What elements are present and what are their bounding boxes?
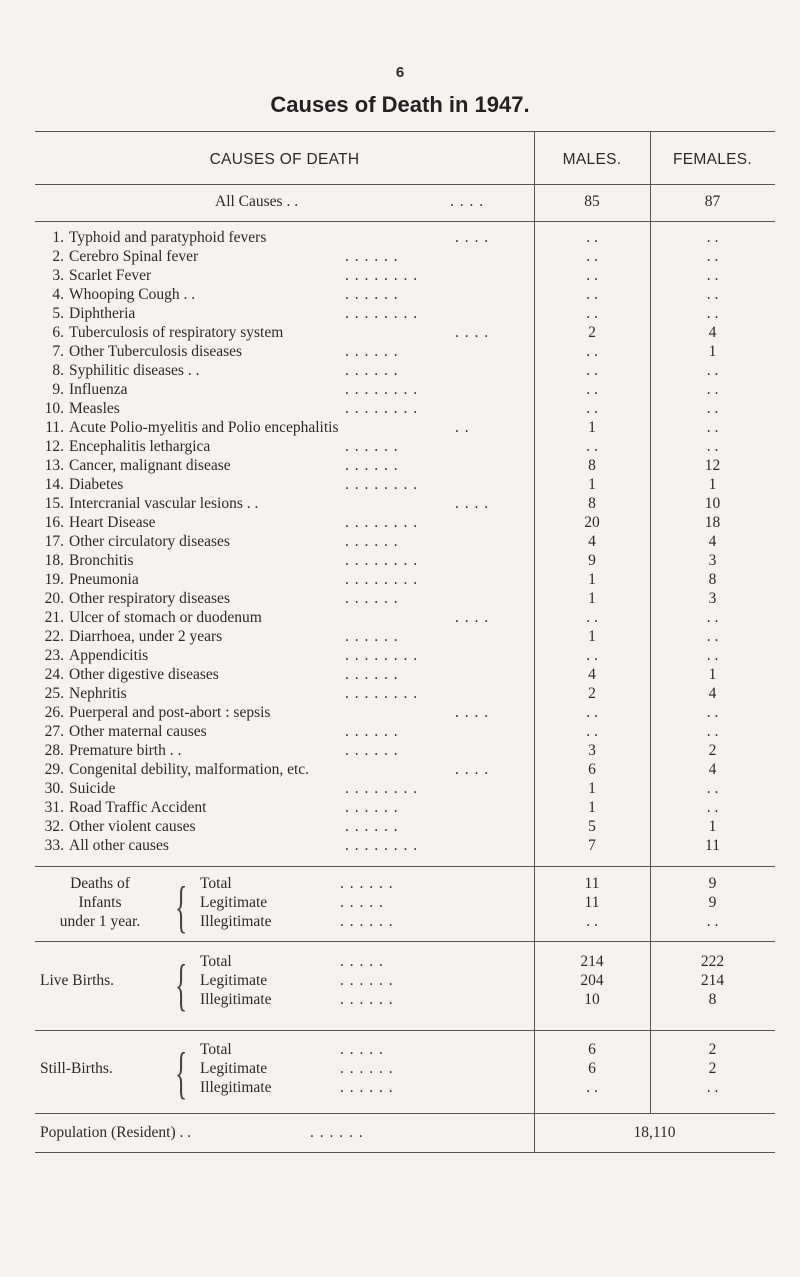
group-row-females: 9 xyxy=(708,875,717,892)
group-row-dots: . . . . . . xyxy=(340,1079,394,1096)
cause-dots: . . . . . . xyxy=(345,742,399,759)
cause-label: Nephritis xyxy=(69,685,127,702)
cause-dots: . . . . xyxy=(455,609,490,626)
cause-males: 20 xyxy=(584,514,600,531)
cause-males: . . xyxy=(586,362,598,379)
cause-dots: . . . . . . . . xyxy=(345,267,419,284)
cause-males: . . xyxy=(586,704,598,721)
cause-number: 11. xyxy=(45,419,64,436)
cause-females: 3 xyxy=(708,552,717,569)
cause-females: . . xyxy=(706,419,719,436)
cause-label: Scarlet Fever xyxy=(69,267,152,284)
cause-males: . . xyxy=(586,305,598,322)
cause-females: . . xyxy=(706,438,719,455)
group-row-males: 204 xyxy=(580,972,604,989)
still-births-top-rule xyxy=(35,1030,775,1031)
cause-males: 6 xyxy=(588,761,596,778)
infants-top-rule xyxy=(35,866,775,867)
cause-dots: . . xyxy=(455,419,470,436)
cause-dots: . . . . . . . . xyxy=(345,381,419,398)
cause-dots: . . . . . . . . xyxy=(345,305,419,322)
cause-females: 4 xyxy=(708,761,717,778)
cause-label: Typhoid and paratyphoid fevers xyxy=(69,229,267,246)
header-causes: CAUSES OF DEATH xyxy=(209,151,360,168)
cause-females: . . xyxy=(706,628,719,645)
group-row-females: . . xyxy=(706,913,719,930)
cause-males: 3 xyxy=(588,742,596,759)
cause-number: 30. xyxy=(44,780,64,797)
cause-number: 21. xyxy=(44,609,64,626)
cause-label: Congenital debility, malformation, etc. xyxy=(69,761,310,778)
population-label: Population (Resident) . . xyxy=(40,1124,192,1141)
cause-males: 2 xyxy=(588,685,596,702)
group-row-females: 222 xyxy=(700,953,725,970)
group-row-label: Total xyxy=(200,1041,232,1058)
group-brace: { xyxy=(175,954,188,1017)
group-row-label: Illegitimate xyxy=(200,991,272,1008)
cause-dots: . . . . . . . . xyxy=(345,837,419,854)
cause-number: 19. xyxy=(44,571,64,588)
cause-label: Appendicitis xyxy=(69,647,149,664)
group-row-males: 10 xyxy=(584,991,600,1008)
cause-dots: . . . . . . . . xyxy=(345,685,419,702)
cause-label: Encephalitis lethargica xyxy=(69,438,211,455)
cause-label: Other violent causes xyxy=(69,818,196,835)
all-causes-females: 87 xyxy=(704,193,721,210)
cause-label: Whooping Cough . . xyxy=(69,286,196,303)
group-row-males: 214 xyxy=(580,953,604,970)
cause-males: 1 xyxy=(588,571,596,588)
cause-females: . . xyxy=(706,229,719,246)
group-row-label: Legitimate xyxy=(200,972,268,989)
cause-females: 4 xyxy=(708,533,717,550)
cause-males: 1 xyxy=(588,476,596,493)
cause-number: 4. xyxy=(52,286,64,303)
cause-number: 33. xyxy=(44,837,64,854)
group-row-label: Legitimate xyxy=(200,1060,268,1077)
group-row-females: 2 xyxy=(708,1060,717,1077)
cause-label: Cancer, malignant disease xyxy=(69,457,231,474)
cause-label: Diphtheria xyxy=(69,305,136,322)
group-label: Deaths of xyxy=(70,875,130,892)
cause-number: 17. xyxy=(44,533,64,550)
cause-label: Tuberculosis of respiratory system xyxy=(69,324,284,341)
all-causes-males: 85 xyxy=(584,193,600,210)
cause-males: 4 xyxy=(588,666,596,683)
group-label: Live Births. xyxy=(40,972,115,989)
group-label: Still-Births. xyxy=(40,1060,113,1077)
cause-males: . . xyxy=(586,381,598,398)
cause-females: . . xyxy=(706,704,719,721)
cause-dots: . . . . . . xyxy=(345,362,399,379)
cause-number: 8. xyxy=(52,362,64,379)
cause-females: 8 xyxy=(708,571,717,588)
cause-females: 1 xyxy=(708,343,717,360)
cause-label: Other maternal causes xyxy=(69,723,207,740)
cause-males: . . xyxy=(586,286,598,303)
cause-males: 1 xyxy=(588,590,596,607)
cause-number: 31. xyxy=(44,799,64,816)
cause-females: 12 xyxy=(704,457,721,474)
group-row-dots: . . . . . xyxy=(340,1041,384,1058)
population-dots: . . . . . . xyxy=(310,1124,364,1141)
cause-females: . . xyxy=(706,799,719,816)
group-row-label: Illegitimate xyxy=(200,913,272,930)
cause-females: 1 xyxy=(708,818,717,835)
cause-females: 10 xyxy=(704,495,721,512)
cause-number: 29. xyxy=(44,761,64,778)
cause-females: 1 xyxy=(708,666,717,683)
all-causes-dots: . . . . xyxy=(450,193,485,210)
group-row-males: 6 xyxy=(588,1041,596,1058)
cause-label: Premature birth . . xyxy=(69,742,182,759)
cause-females: 11 xyxy=(705,837,720,854)
cause-females: 2 xyxy=(708,742,717,759)
group-row-males: 11 xyxy=(584,894,600,911)
cause-females: . . xyxy=(706,305,719,322)
cause-number: 7. xyxy=(52,343,64,360)
cause-label: Bronchitis xyxy=(69,552,134,569)
cause-label: Acute Polio-myelitis and Polio encephalitis xyxy=(69,419,339,436)
cause-females: . . xyxy=(706,400,719,417)
cause-females: 1 xyxy=(708,476,717,493)
cause-label: Other respiratory diseases xyxy=(69,590,230,607)
cause-number: 27. xyxy=(44,723,64,740)
cause-label: Measles xyxy=(69,400,120,417)
cause-males: 1 xyxy=(588,628,596,645)
cause-dots: . . . . . . . . xyxy=(345,476,419,493)
group-row-label: Total xyxy=(200,953,232,970)
cause-females: . . xyxy=(706,609,719,626)
cause-females: . . xyxy=(706,723,719,740)
cause-females: . . xyxy=(706,780,719,797)
cause-dots: . . . . . . . . xyxy=(345,647,419,664)
cause-males: 5 xyxy=(588,818,596,835)
cause-dots: . . . . . . xyxy=(345,533,399,550)
live-births-top-rule xyxy=(35,941,775,942)
page-number: 6 xyxy=(395,64,405,81)
cause-males: 1 xyxy=(588,419,596,436)
group-row-females: 214 xyxy=(700,972,725,989)
cause-number: 28. xyxy=(44,742,64,759)
population-top-rule xyxy=(35,1113,775,1114)
cause-females: . . xyxy=(706,381,719,398)
cause-males: 8 xyxy=(588,495,596,512)
cause-males: 7 xyxy=(588,837,596,854)
cause-dots: . . . . . . xyxy=(345,628,399,645)
cause-number: 3. xyxy=(52,267,64,284)
cause-dots: . . . . xyxy=(455,229,490,246)
cause-dots: . . . . . . xyxy=(345,666,399,683)
cause-dots: . . . . xyxy=(455,324,490,341)
cause-label: Road Traffic Accident xyxy=(69,799,207,816)
cause-dots: . . . . . . . . xyxy=(345,571,419,588)
cause-number: 23. xyxy=(44,647,64,664)
cause-number: 14. xyxy=(44,476,64,493)
group-brace: { xyxy=(175,1042,188,1105)
cause-males: 2 xyxy=(588,324,596,341)
group-row-dots: . . . . . . xyxy=(340,991,394,1008)
group-row-males: . . xyxy=(586,913,598,930)
cause-females: . . xyxy=(706,647,719,664)
cause-number: 10. xyxy=(44,400,64,417)
cause-females: 4 xyxy=(708,324,717,341)
group-row-males: . . xyxy=(586,1079,598,1096)
cause-males: 8 xyxy=(588,457,596,474)
cause-number: 32. xyxy=(44,818,64,835)
cause-dots: . . . . . . xyxy=(345,438,399,455)
header-rule xyxy=(35,184,775,185)
cause-number: 26. xyxy=(44,704,64,721)
cause-dots: . . . . . . . . xyxy=(345,780,419,797)
cause-dots: . . . . . . xyxy=(345,343,399,360)
cause-dots: . . . . . . xyxy=(345,799,399,816)
cause-males: . . xyxy=(586,343,598,360)
cause-number: 20. xyxy=(44,590,64,607)
cause-label: Other circulatory diseases xyxy=(69,533,230,550)
cause-number: 6. xyxy=(52,324,64,341)
cause-label: Cerebro Spinal fever xyxy=(69,248,199,265)
cause-label: Other digestive diseases xyxy=(69,666,219,683)
group-label: under 1 year. xyxy=(59,913,141,930)
cause-males: . . xyxy=(586,609,598,626)
cause-number: 1. xyxy=(52,229,64,246)
cause-males: . . xyxy=(586,267,598,284)
cause-number: 5. xyxy=(52,305,64,322)
group-row-females: 8 xyxy=(708,991,717,1008)
group-row-females: 2 xyxy=(708,1041,717,1058)
group-row-dots: . . . . . . xyxy=(340,972,394,989)
cause-females: . . xyxy=(706,248,719,265)
group-row-females: 9 xyxy=(708,894,717,911)
all-causes-label: All Causes . . xyxy=(215,193,299,210)
group-brace: { xyxy=(175,876,188,939)
cause-label: Suicide xyxy=(69,780,116,797)
header-males: MALES. xyxy=(562,151,622,168)
cause-number: 22. xyxy=(44,628,64,645)
cause-label: Puerperal and post-abort : sepsis xyxy=(69,704,271,721)
group-row-females: . . xyxy=(706,1079,719,1096)
group-row-label: Total xyxy=(200,875,232,892)
cause-females: . . xyxy=(706,286,719,303)
cause-number: 24. xyxy=(44,666,64,683)
cause-label: Diabetes xyxy=(69,476,124,493)
cause-dots: . . . . . . xyxy=(345,590,399,607)
cause-number: 16. xyxy=(44,514,64,531)
cause-dots: . . . . xyxy=(455,495,490,512)
group-row-label: Legitimate xyxy=(200,894,268,911)
cause-females: . . xyxy=(706,362,719,379)
cause-males: . . xyxy=(586,248,598,265)
cause-number: 13. xyxy=(44,457,64,474)
cause-dots: . . . . . . . . xyxy=(345,514,419,531)
cause-dots: . . . . . . . . xyxy=(345,400,419,417)
cause-label: All other causes xyxy=(69,837,169,854)
cause-number: 25. xyxy=(44,685,64,702)
cause-label: Intercranial vascular lesions . . xyxy=(69,495,259,512)
cause-females: 4 xyxy=(708,685,717,702)
cause-number: 2. xyxy=(52,248,64,265)
cause-males: . . xyxy=(586,723,598,740)
cause-number: 15. xyxy=(44,495,64,512)
cause-dots: . . . . xyxy=(455,704,490,721)
cause-males: . . xyxy=(586,400,598,417)
cause-label: Ulcer of stomach or duodenum xyxy=(69,609,262,626)
cause-dots: . . . . . . . . xyxy=(345,552,419,569)
group-row-label: Illegitimate xyxy=(200,1079,272,1096)
cause-dots: . . . . . . xyxy=(345,248,399,265)
cause-females: 18 xyxy=(704,514,721,531)
group-row-dots: . . . . . . xyxy=(340,875,394,892)
group-label: Infants xyxy=(78,894,122,911)
cause-males: 9 xyxy=(588,552,596,569)
cause-females: 3 xyxy=(708,590,717,607)
group-row-dots: . . . . . . xyxy=(340,913,394,930)
cause-label: Syphilitic diseases . . xyxy=(69,362,200,379)
cause-dots: . . . . xyxy=(455,761,490,778)
header-females: FEMALES. xyxy=(672,151,753,168)
cause-label: Pneumonia xyxy=(69,571,139,588)
group-row-males: 11 xyxy=(584,875,600,892)
cause-males: . . xyxy=(586,229,598,246)
group-row-dots: . . . . . xyxy=(340,953,384,970)
table-bottom-rule xyxy=(35,1152,775,1153)
cause-dots: . . . . . . xyxy=(345,457,399,474)
cause-label: Diarrhoea, under 2 years xyxy=(69,628,223,645)
cause-males: . . xyxy=(586,647,598,664)
all-causes-rule xyxy=(35,221,775,222)
page-title: Causes of Death in 1947. xyxy=(270,92,530,117)
group-row-dots: . . . . . xyxy=(340,894,384,911)
cause-label: Other Tuberculosis diseases xyxy=(69,343,243,360)
cause-males: . . xyxy=(586,438,598,455)
cause-number: 12. xyxy=(44,438,64,455)
cause-males: 1 xyxy=(588,799,596,816)
table-top-rule xyxy=(35,131,775,132)
group-row-dots: . . . . . . xyxy=(340,1060,394,1077)
population-value: 18,110 xyxy=(633,1124,676,1141)
cause-dots: . . . . . . xyxy=(345,286,399,303)
cause-label: Influenza xyxy=(69,381,128,398)
cause-males: 4 xyxy=(588,533,596,550)
cause-males: 1 xyxy=(588,780,596,797)
cause-number: 18. xyxy=(44,552,64,569)
cause-females: . . xyxy=(706,267,719,284)
cause-dots: . . . . . . xyxy=(345,723,399,740)
group-row-males: 6 xyxy=(588,1060,596,1077)
cause-number: 9. xyxy=(52,381,64,398)
cause-label: Heart Disease xyxy=(69,514,156,531)
cause-dots: . . . . . . xyxy=(345,818,399,835)
